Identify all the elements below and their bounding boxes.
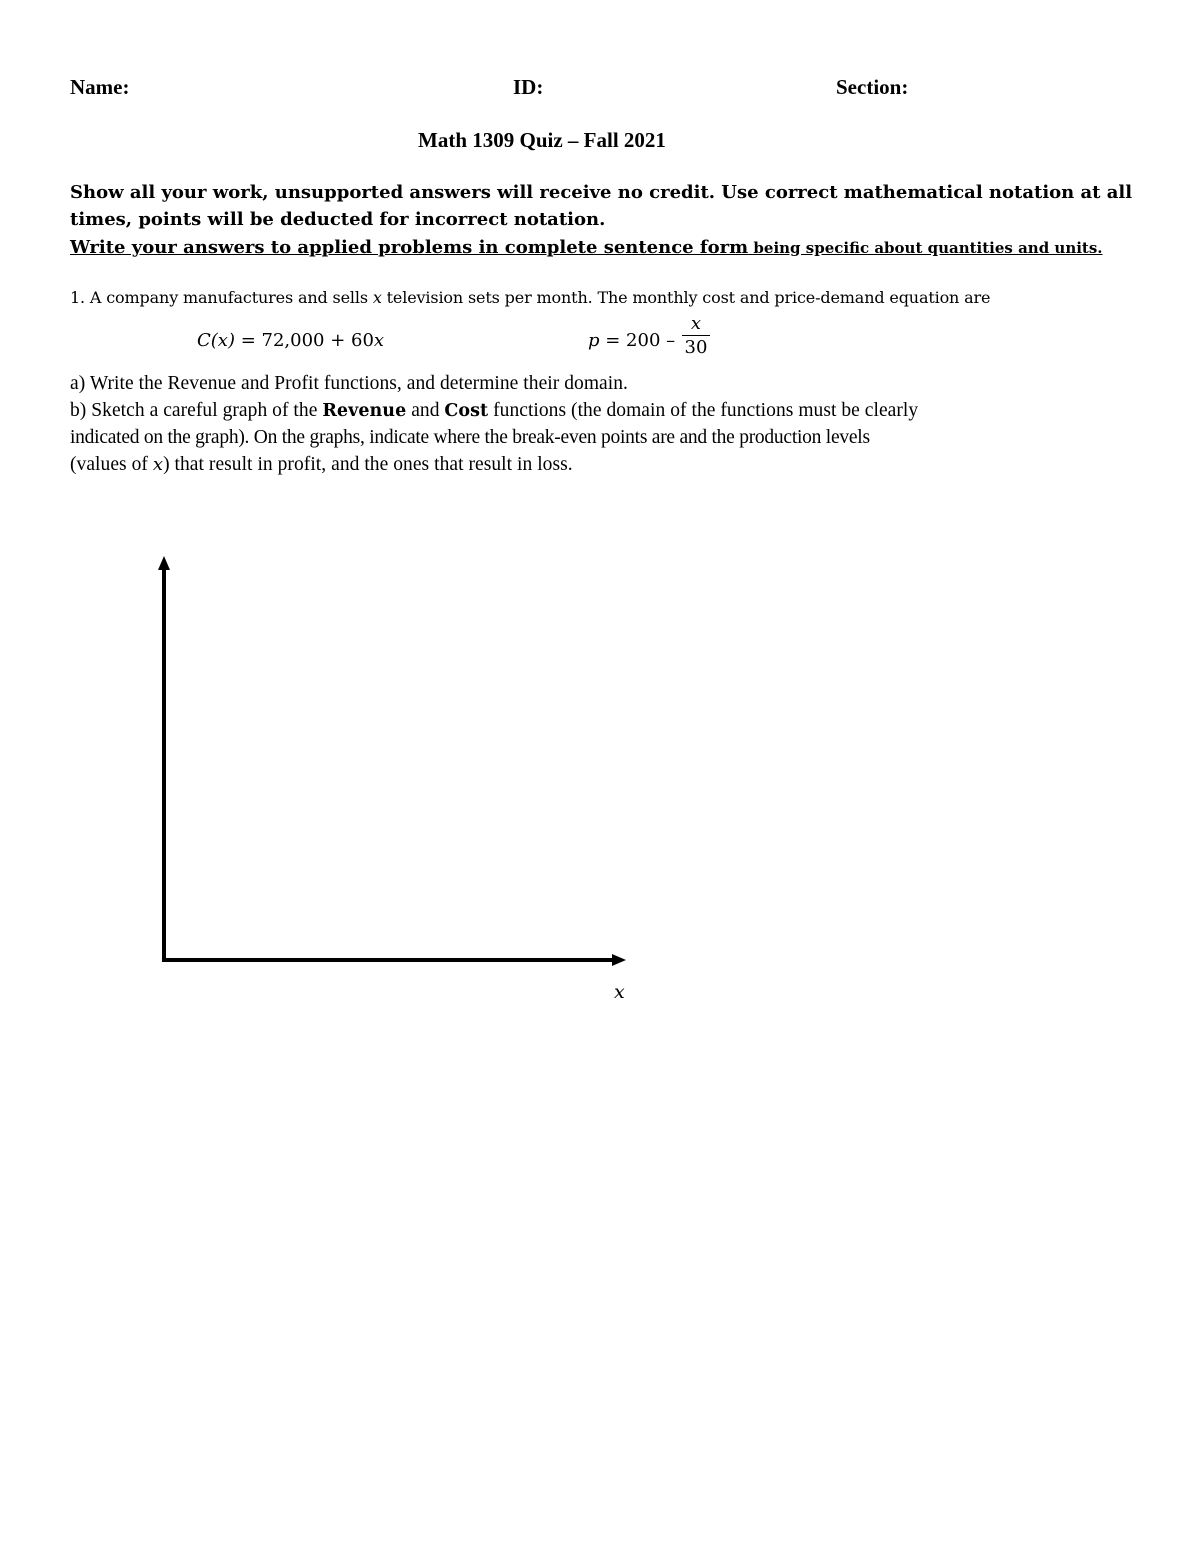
part-b-3var: x [152, 454, 164, 475]
problem-intro-b: television sets per month. The monthly cost and price-demand equation are [381, 288, 991, 307]
cost-eq-rhs: = 72,000 + 60 [234, 330, 374, 351]
cost-eq-lhs: C(x) [197, 330, 235, 351]
part-b-1c: functions (the domain of the functions must be clearly [488, 400, 919, 421]
revenue-bold: Revenue [322, 401, 407, 421]
section-label: Section: [836, 75, 909, 99]
instruction-line-3-main: Write your answers to applied problems in complete sentence form [70, 237, 749, 258]
part-b-1b: and [406, 400, 445, 421]
instruction-line-1: Show all your work, unsupported answers will receive no credit. Use correct mathematical notation at all [70, 182, 1133, 203]
price-frac-num: x [690, 313, 702, 334]
price-eq-lhs: p [588, 330, 600, 351]
x-axis-label: x [614, 981, 625, 1003]
id-label: ID: [513, 75, 544, 99]
quiz-title: Math 1309 Quiz – Fall 2021 [418, 128, 666, 152]
cost-bold: Cost [444, 401, 489, 421]
instruction-line-3-small: being specific about quantities and units. [748, 239, 1103, 257]
instruction-line-2: times, points will be deducted for incorrect notation. [70, 209, 606, 230]
part-b-3b: ) that result in profit, and the ones that result in loss. [163, 454, 573, 475]
cost-eq-var: x [373, 330, 385, 351]
problem-intro-a: 1. A company manufactures and sells [70, 288, 373, 307]
price-frac-den: 30 [684, 337, 708, 359]
part-b-1a: b) Sketch a careful graph of the [70, 400, 323, 421]
part-b-line-2: indicated on the graph). On the graphs, indicate where the break-even points are and the production levels [70, 427, 870, 448]
x-axis-arrowhead [612, 954, 626, 966]
part-a: a) Write the Revenue and Profit functions, and determine their domain. [70, 373, 628, 394]
price-eq-rhs: = 200 – [599, 330, 676, 351]
problem-intro-var: x [372, 288, 382, 307]
part-b-3a: (values of [70, 454, 153, 475]
y-axis-arrowhead [158, 556, 170, 570]
name-label: Name: [70, 75, 130, 99]
